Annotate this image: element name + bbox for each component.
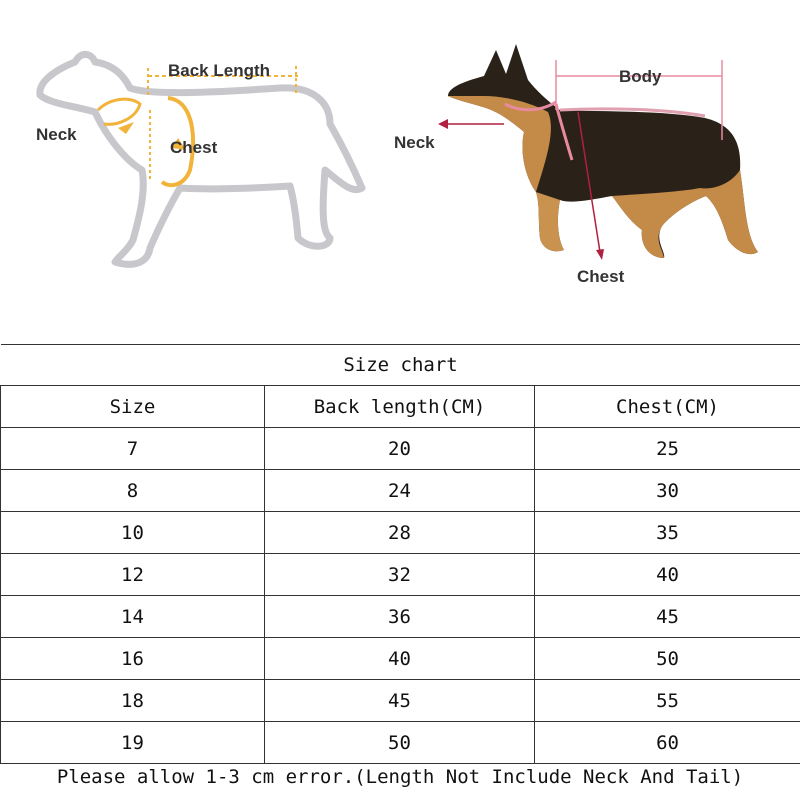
neck-label-right: Neck bbox=[394, 133, 435, 152]
illustration-area bbox=[0, 0, 800, 330]
size-cell: 10 bbox=[1, 512, 265, 554]
table-row bbox=[1, 554, 800, 596]
back-length-cell: 32 bbox=[265, 554, 535, 596]
size-chart-table bbox=[0, 344, 800, 764]
size-chart bbox=[0, 344, 800, 764]
dog-outline-diagram bbox=[40, 54, 362, 264]
back-length-cell: 40 bbox=[265, 638, 535, 680]
neck-label-left: Neck bbox=[36, 125, 77, 144]
table-row bbox=[1, 470, 800, 512]
size-chart-title: Size chart bbox=[1, 345, 800, 386]
table-row bbox=[1, 428, 800, 470]
chest-cell: 50 bbox=[535, 638, 800, 680]
table-row bbox=[1, 638, 800, 680]
size-cell: 19 bbox=[1, 722, 265, 764]
back-length-cell: 36 bbox=[265, 596, 535, 638]
chest-cell: 25 bbox=[535, 428, 800, 470]
back-length-cell: 20 bbox=[265, 428, 535, 470]
chest-label-left: Chest bbox=[170, 138, 218, 157]
error-footnote: Please allow 1-3 cm error.(Length Not Include Neck And Tail) bbox=[56, 766, 744, 788]
size-cell: 18 bbox=[1, 680, 265, 722]
table-row bbox=[1, 596, 800, 638]
chest-label-right: Chest bbox=[577, 267, 625, 286]
table-row bbox=[1, 722, 800, 764]
header-size: Size bbox=[1, 386, 265, 428]
size-cell: 7 bbox=[1, 428, 265, 470]
chest-cell: 45 bbox=[535, 596, 800, 638]
size-cell: 12 bbox=[1, 554, 265, 596]
chest-cell: 30 bbox=[535, 470, 800, 512]
chest-cell: 60 bbox=[535, 722, 800, 764]
size-cell: 14 bbox=[1, 596, 265, 638]
back-length-label: Back Length bbox=[168, 61, 271, 80]
size-cell: 8 bbox=[1, 470, 265, 512]
body-label: Body bbox=[619, 67, 662, 86]
chest-cell: 35 bbox=[535, 512, 800, 554]
header-row bbox=[1, 386, 800, 428]
back-length-cell: 50 bbox=[265, 722, 535, 764]
header-back-length: Back length(CM) bbox=[265, 386, 535, 428]
header-chest: Chest(CM) bbox=[535, 386, 800, 428]
size-cell: 16 bbox=[1, 638, 265, 680]
back-length-cell: 28 bbox=[265, 512, 535, 554]
measurement-diagrams bbox=[0, 0, 800, 330]
back-length-cell: 45 bbox=[265, 680, 535, 722]
back-length-cell: 24 bbox=[265, 470, 535, 512]
size-chart-title-row bbox=[1, 345, 800, 386]
table-row bbox=[1, 512, 800, 554]
chest-cell: 40 bbox=[535, 554, 800, 596]
chest-cell: 55 bbox=[535, 680, 800, 722]
table-row bbox=[1, 680, 800, 722]
